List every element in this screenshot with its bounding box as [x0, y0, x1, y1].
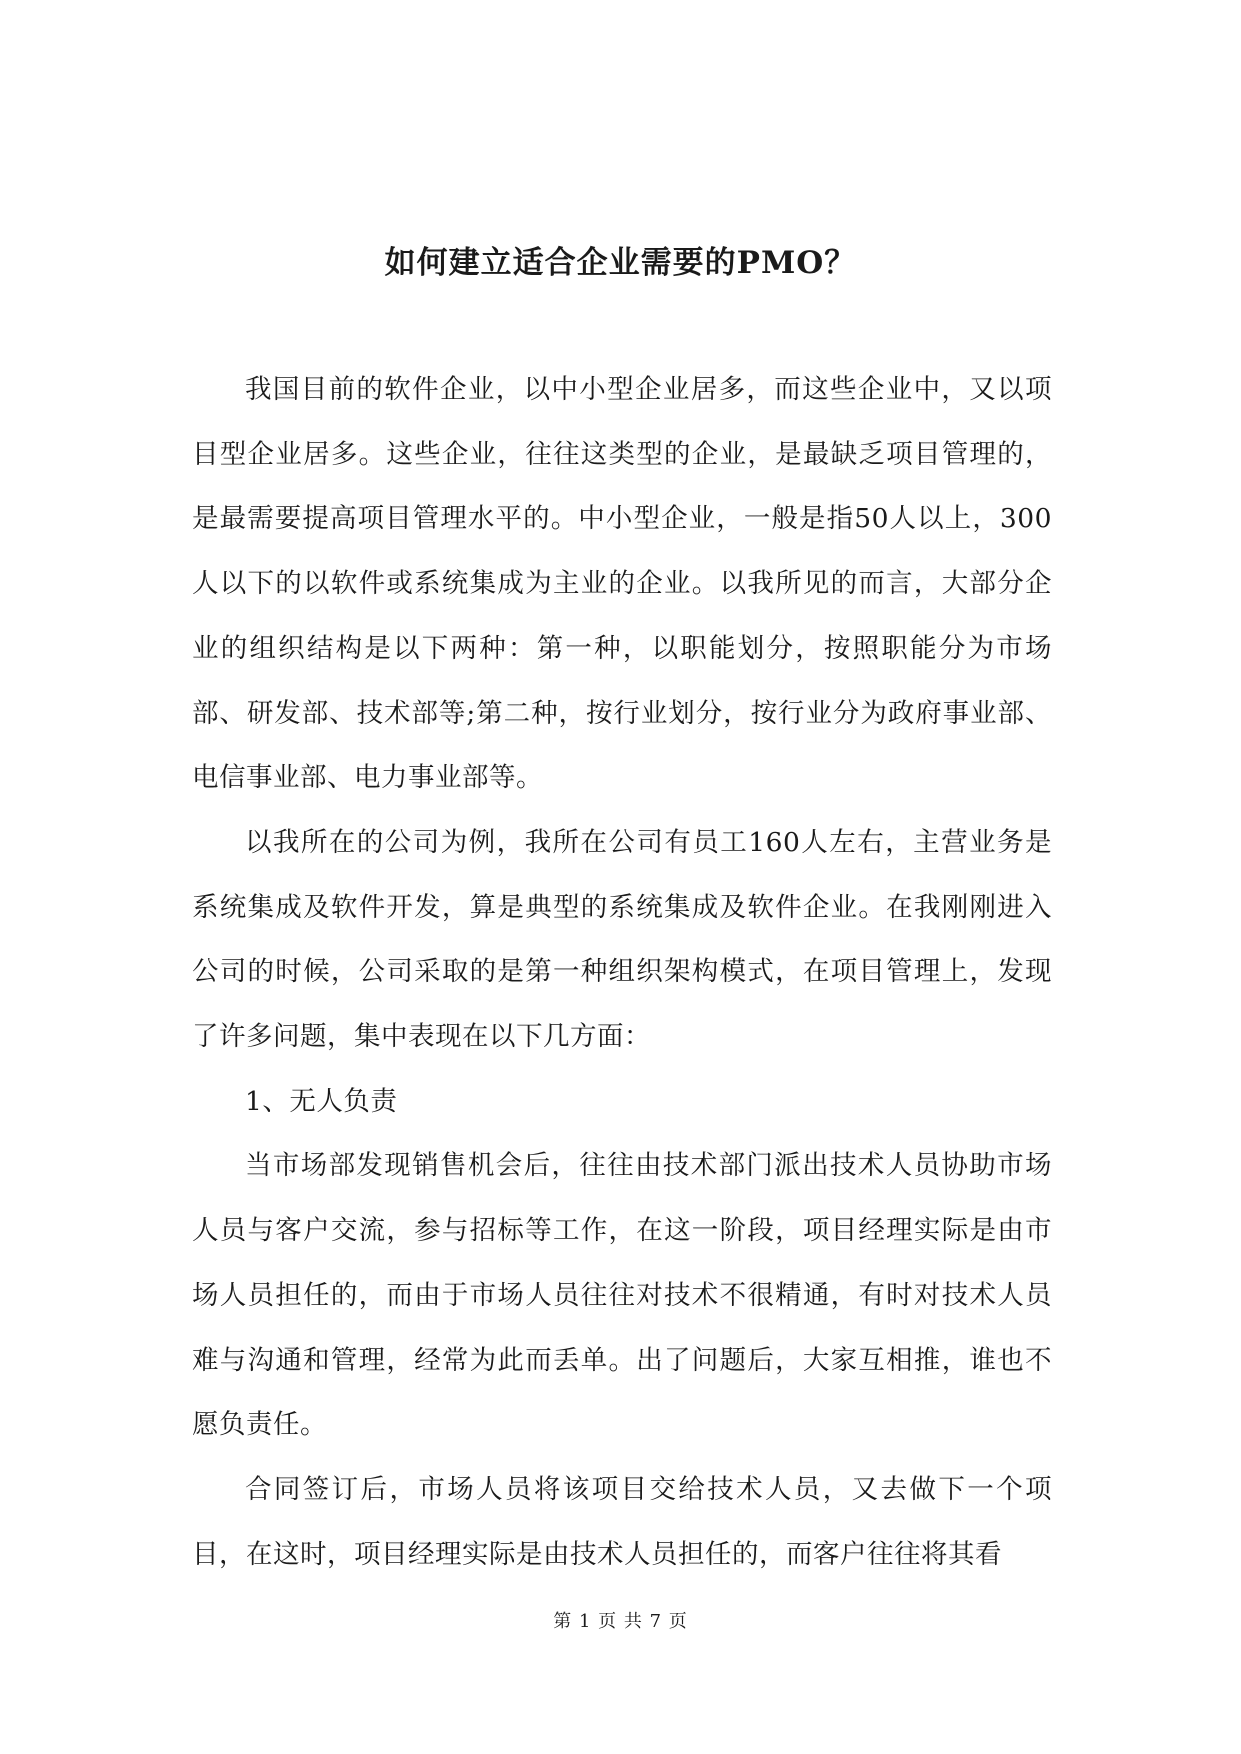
document-title: 如何建立适合企业需要的PMO？ [384, 244, 857, 281]
section-heading: 1、无人负责 [245, 1085, 398, 1117]
paragraph-2: 以我所在的公司为例，我所在公司有员工160人左右，主营业务是系统集成及软件开发，算是典型的系统集成及软件企业。在我刚刚进入公司的时候，公司采取的是第一种组织架构模式，在项目管理上，发现了许多问题，集中表现在以下几方面： [192, 826, 1052, 1053]
paragraph-4: 合同签订后，市场人员将该项目交给技术人员，又去做下一个项目，在这时，项目经理实际是由技术人员担任的，而客户往往将其看 [192, 1473, 1052, 1570]
paragraph-1: 我国目前的软件企业，以中小型企业居多，而这些企业中，又以项目型企业居多。这些企业，往往这类型的企业，是最缺乏项目管理的，是最需要提高项目管理水平的。中小型企业，一般是指50人以上，300人以下的以软件或系统集成为主业的企业。以我所见的而言，大部分企业的组织结构是以下两种：第一种，以职能划分，按照职能分为市场部、研发部、技术部等;第二种，按行业划分，按行业分为政府事业部、电信事业部、电力事业部等。 [192, 374, 1052, 794]
paragraph-3: 当市场部发现销售机会后，往往由技术部门派出技术人员协助市场人员与客户交流，参与招标等工作，在这一阶段，项目经理实际是由市场人员担任的，而由于市场人员往往对技术不很精通，有时对技术人员难与沟通和管理，经常为此而丢单。出了问题后，大家互相推，谁也不愿负责任。 [192, 1150, 1052, 1441]
page-footer: 第 1 页 共 7 页 [553, 1611, 688, 1632]
document-body [192, 358, 1052, 1587]
